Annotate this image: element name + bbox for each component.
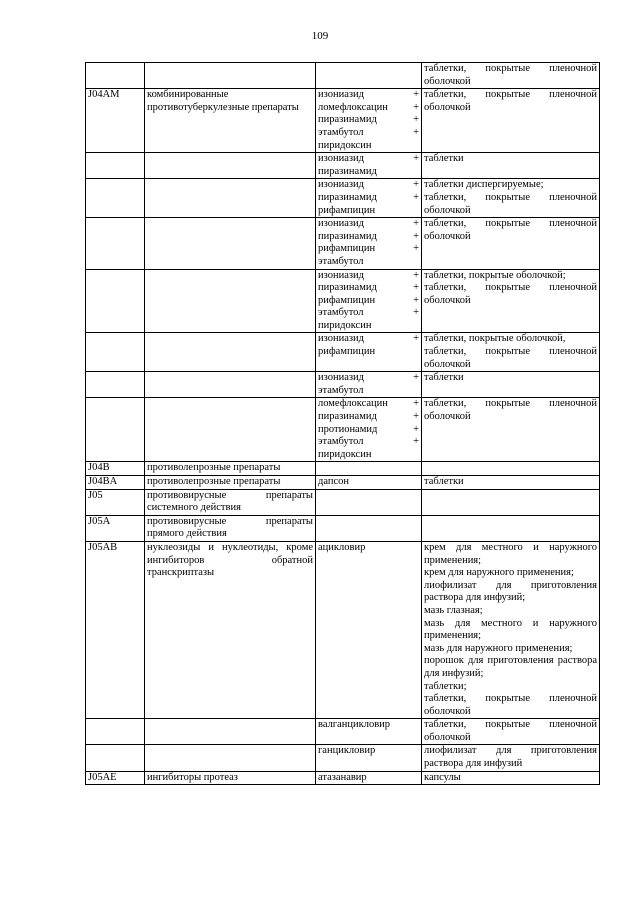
atc-code-cell: J04AM [86,89,145,153]
drug-name: этамбутол + [318,436,419,448]
atc-code-cell: J05A [86,515,145,541]
pharmacological-group-cell [145,63,316,89]
drug-name: этамбутол [318,384,364,396]
atc-code-cell [86,333,145,372]
drug-name: валганцикловир [318,719,391,731]
table-row [86,462,600,476]
dosage-form-cell [422,719,600,745]
table-row [86,719,600,745]
table-row [86,476,600,490]
drug-name: пиразинамид + [318,230,419,242]
dosage-form-cell [422,269,600,333]
dosage-form-cell [422,541,600,718]
pharmacological-group-cell: ингибиторы протеаз [145,771,316,785]
dosage-form: таблетки диспергируемые; [424,179,544,191]
table-row [86,489,600,515]
atc-code-cell: J05AB [86,541,145,718]
drug-name-cell [316,398,422,462]
drug-name-cell [316,269,422,333]
drug-name: пиразинамид + [318,114,419,126]
dosage-form-cell [422,333,600,372]
pharmacological-group-cell: противолепрозные препараты [145,462,316,476]
drug-name-cell [316,179,422,218]
dosage-form-cell [422,476,600,490]
drug-name: изониазид + [318,372,419,384]
drug-name: атазанавир [318,771,367,783]
dosage-form: таблетки, покрытые пленочной оболочкой [424,282,597,306]
dosage-form: таблетки, покрытые оболочкой, [424,333,566,345]
drug-name: ацикловир [318,541,366,553]
drug-name: изониазид + [318,153,419,165]
drug-name: этамбутол [318,255,364,267]
drug-name: пиразинамид + [318,191,419,203]
drug-name: этамбутол + [318,126,419,138]
table-row [86,541,600,718]
drug-name-cell [316,771,422,785]
drug-name: изониазид + [318,179,419,191]
dosage-form: капсулы [424,771,461,783]
dosage-form: мазь для местного и наружного применения; [424,617,597,642]
pharmacological-group-cell [145,269,316,333]
pharmacological-group-cell [145,398,316,462]
atc-code-cell [86,398,145,462]
dosage-form: таблетки, покрытые пленочной оболочкой [424,398,597,423]
table-row [86,333,600,372]
table-row [86,218,600,269]
dosage-form: порошок для приготовления раствора для инфузий; [424,655,597,679]
dosage-form: таблетки, покрытые пленочной оболочкой [424,89,597,113]
table-row [86,515,600,541]
drug-name: рифампицин [318,346,376,358]
dosage-form-cell [422,398,600,462]
atc-code-cell [86,719,145,745]
table-body [86,63,600,785]
table-row [86,398,600,462]
pharmacological-group-cell: нуклеозиды и нуклеотиды, кроме ингибиторов обратной транскриптазы [145,541,316,718]
dosage-form-cell [422,153,600,179]
drug-name: дапсон [318,476,350,487]
dosage-form: таблетки, покрытые пленочной оболочкой [424,719,597,743]
pharmacological-group-cell [145,153,316,179]
dosage-form: лиофилизат для приготовления раствора для инфузий [424,745,597,770]
atc-code-cell: J04BA [86,476,145,490]
dosage-form-cell [422,771,600,785]
pharmacological-group-cell [145,333,316,372]
drug-name: изониазид + [318,333,419,345]
drug-name-cell [316,89,422,153]
dosage-form-cell [422,179,600,218]
dosage-form-cell [422,489,600,515]
atc-code-cell [86,745,145,771]
drug-name-cell [316,476,422,490]
drug-name-cell [316,218,422,269]
drug-name: пиридоксин [318,448,372,460]
dosage-form: лиофилизат для приготовления раствора для инфузий; [424,579,597,604]
atc-code-cell [86,179,145,218]
drug-name-cell [316,541,422,718]
dosage-form: таблетки [424,153,464,165]
medicines-table [85,62,600,785]
pharmacological-group-cell: противолепрозные препараты [145,476,316,490]
dosage-form: таблетки, покрытые пленочной оболочкой [424,693,597,717]
drug-name-cell [316,333,422,372]
table-row [86,179,600,218]
pharmacological-group-cell [145,745,316,771]
dosage-form: таблетки, покрытые оболочкой; [424,269,566,281]
drug-name: ломефлоксацин + [318,101,419,113]
atc-code-cell [86,218,145,269]
page-number: 109 [311,30,329,42]
dosage-form: мазь для наружного применения; [424,642,573,654]
table-row [86,372,600,398]
drug-name: изониазид + [318,89,419,101]
drug-name-cell [316,719,422,745]
table-row [86,745,600,771]
drug-name-cell [316,153,422,179]
dosage-form-cell [422,89,600,153]
pharmacological-group-cell [145,372,316,398]
pharmacological-group-cell [145,719,316,745]
drug-name: пиразинамид [318,165,377,177]
atc-code-cell: J05AE [86,771,145,785]
pharmacological-group-cell [145,218,316,269]
drug-name: пиридоксин [318,139,372,151]
dosage-form-cell [422,63,600,89]
drug-name-cell [316,63,422,89]
drug-name: изониазид + [318,269,419,281]
dosage-form: таблетки [424,476,464,487]
drug-name: пиридоксин [318,319,372,331]
drug-name-cell [316,745,422,771]
drug-name: изониазид + [318,218,419,230]
atc-code-cell [86,63,145,89]
dosage-form: таблетки, покрытые пленочной оболочкой [424,63,597,87]
dosage-form: мазь глазная; [424,604,483,616]
drug-name: пиразинамид + [318,411,419,423]
atc-code-cell: J05 [86,489,145,515]
dosage-form: крем для наружного применения; [424,567,574,579]
dosage-form: таблетки; [424,680,467,692]
dosage-form-cell [422,745,600,771]
drug-name: ломефлоксацин + [318,398,419,410]
dosage-form: таблетки, покрытые пленочной оболочкой [424,346,597,370]
pharmacological-group-cell [145,179,316,218]
dosage-form: таблетки [424,372,464,384]
atc-code-cell [86,372,145,398]
dosage-form-cell [422,515,600,541]
drug-name-cell [316,462,422,476]
table-row [86,269,600,333]
dosage-form: крем для местного и наружного применения; [424,541,597,566]
dosage-form-cell [422,372,600,398]
drug-name: этамбутол + [318,307,419,319]
drug-name-cell [316,489,422,515]
drug-name: протионамид + [318,423,419,435]
dosage-form-cell [422,218,600,269]
table-row [86,771,600,785]
atc-code-cell: J04B [86,462,145,476]
table-row [86,89,600,153]
pharmacological-group-cell: противовирусные препараты прямого действия [145,515,316,541]
pharmacological-group-cell: противовирусные препараты системного действия [145,489,316,515]
drug-name: рифампицин + [318,243,419,255]
drug-name: рифампицин + [318,294,419,306]
dosage-form-cell [422,462,600,476]
atc-code-cell [86,153,145,179]
dosage-form: таблетки, покрытые пленочной оболочкой [424,191,597,216]
table-row [86,63,600,89]
pharmacological-group-cell: комбинированные противотуберкулезные препараты [145,89,316,153]
drug-name: ганцикловир [318,745,376,757]
table-row [86,153,600,179]
drug-name: пиразинамид + [318,282,419,294]
drug-name: рифампицин [318,204,376,216]
atc-code-cell [86,269,145,333]
drug-name-cell [316,372,422,398]
dosage-form: таблетки, покрытые пленочной оболочкой [424,218,597,242]
drug-name-cell [316,515,422,541]
